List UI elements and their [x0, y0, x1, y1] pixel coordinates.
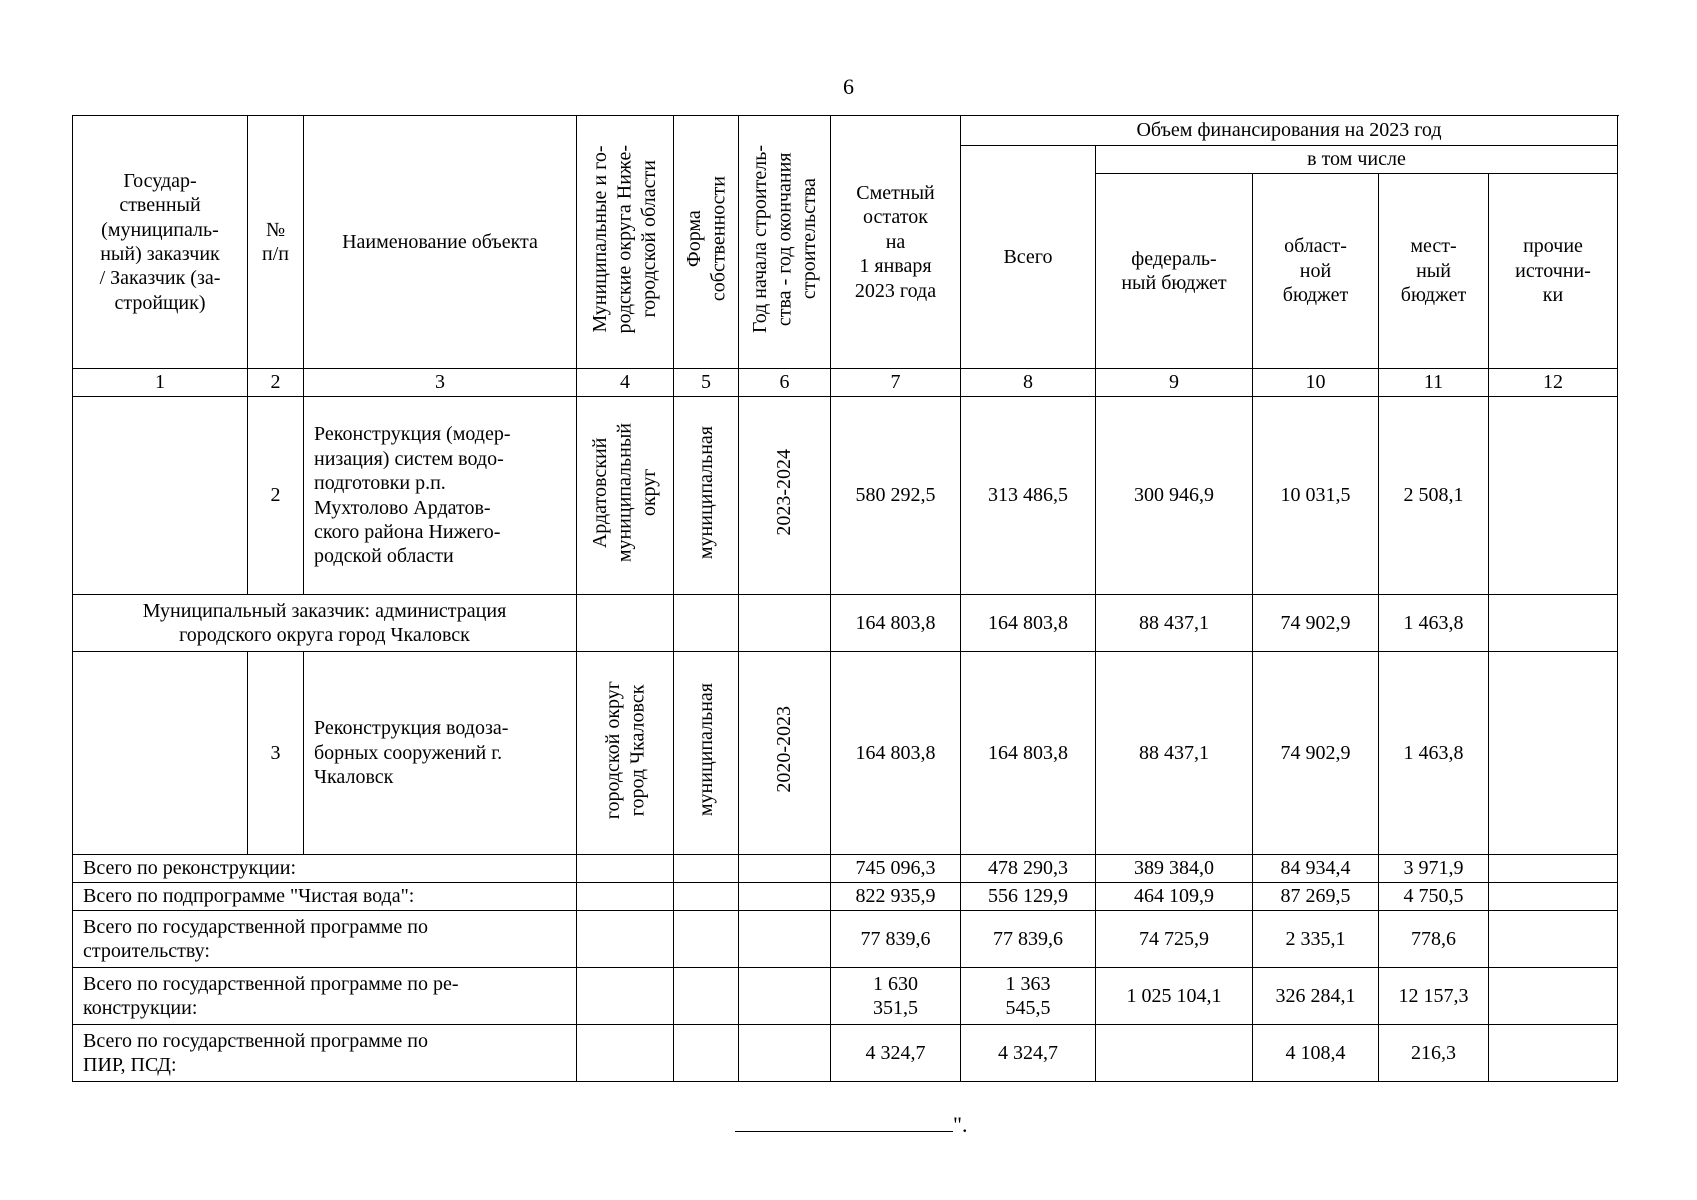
other-value — [1489, 595, 1618, 652]
municipal-name: городской округ город Чкаловск — [577, 652, 674, 855]
column-number: 2 — [248, 369, 304, 397]
regional-value: 10 031,5 — [1253, 397, 1379, 595]
other-value — [1489, 855, 1618, 883]
local-value: 1 463,8 — [1379, 595, 1489, 652]
regional-value: 74 902,9 — [1253, 595, 1379, 652]
header-years: Год начала строитель- ства - год окончания строительства — [739, 116, 831, 369]
federal-value: 464 109,9 — [1096, 883, 1253, 911]
federal-value — [1096, 1025, 1253, 1082]
federal-value: 88 437,1 — [1096, 652, 1253, 855]
total-value: 164 803,8 — [961, 652, 1096, 855]
financing-table — [72, 115, 1618, 1082]
header-other: прочие источни- ки — [1489, 174, 1618, 369]
empty-cell — [674, 883, 739, 911]
empty-cell — [674, 1025, 739, 1082]
total-value: 478 290,3 — [961, 855, 1096, 883]
header-customer: Государ- ственный (муниципаль- ный) заказчик / Заказчик (за- стройщик) — [73, 116, 248, 369]
column-number: 8 — [961, 369, 1096, 397]
header-regional: област- ной бюджет — [1253, 174, 1379, 369]
totals-label: Всего по подпрограмме "Чистая вода": — [73, 883, 577, 911]
empty-cell — [674, 595, 739, 652]
other-value — [1489, 397, 1618, 595]
table-row — [73, 397, 1618, 595]
column-number: 10 — [1253, 369, 1379, 397]
total-value: 313 486,5 — [961, 397, 1096, 595]
empty-cell — [674, 968, 739, 1025]
regional-value: 87 269,5 — [1253, 883, 1379, 911]
total-value: 164 803,8 — [961, 595, 1096, 652]
column-number: 9 — [1096, 369, 1253, 397]
empty-cell — [577, 595, 674, 652]
federal-value: 389 384,0 — [1096, 855, 1253, 883]
empty-cell — [739, 855, 831, 883]
customer-label: Муниципальный заказчик: администрация городского округа город Чкаловск — [73, 595, 577, 652]
totals-row — [73, 911, 1618, 968]
balance-value: 822 935,9 — [831, 883, 961, 911]
totals-row — [73, 855, 1618, 883]
totals-label: Всего по государственной программе по строительству: — [73, 911, 577, 968]
federal-value: 1 025 104,1 — [1096, 968, 1253, 1025]
header-municipal: Муниципальные и го- родские округа Ниже- городской области — [577, 116, 674, 369]
header-balance: Сметный остаток на 1 января 2023 года — [831, 116, 961, 369]
column-number: 5 — [674, 369, 739, 397]
header-including: в том числе — [1096, 146, 1618, 174]
object-name: Реконструкция (модер- низация) систем водо- подготовки р.п. Мухтолово Ардатов- ского района Нижего- родской области — [304, 397, 577, 595]
municipal-name: Ардатовский муниципальный округ — [577, 397, 674, 595]
page-number: 6 — [843, 74, 854, 99]
other-value — [1489, 652, 1618, 855]
customer-row — [73, 595, 1618, 652]
empty-cell — [577, 1025, 674, 1082]
empty-cell — [577, 911, 674, 968]
empty-cell — [739, 911, 831, 968]
other-value — [1489, 968, 1618, 1025]
empty-cell — [577, 855, 674, 883]
header-object-name: Наименование объекта — [304, 116, 577, 369]
column-number: 3 — [304, 369, 577, 397]
regional-value: 326 284,1 — [1253, 968, 1379, 1025]
total-value: 4 324,7 — [961, 1025, 1096, 1082]
column-number: 1 — [73, 369, 248, 397]
balance-value: 4 324,7 — [831, 1025, 961, 1082]
empty-cell — [674, 855, 739, 883]
balance-value: 745 096,3 — [831, 855, 961, 883]
column-number: 11 — [1379, 369, 1489, 397]
local-value: 778,6 — [1379, 911, 1489, 968]
empty-cell — [739, 1025, 831, 1082]
totals-row — [73, 1025, 1618, 1082]
header-financing: Объем финансирования на 2023 год — [961, 116, 1618, 146]
ownership-form: муниципальная — [674, 397, 739, 595]
totals-label: Всего по реконструкции: — [73, 855, 577, 883]
balance-value: 1 630 351,5 — [831, 968, 961, 1025]
regional-value: 4 108,4 — [1253, 1025, 1379, 1082]
local-value: 2 508,1 — [1379, 397, 1489, 595]
balance-value: 77 839,6 — [831, 911, 961, 968]
column-number: 4 — [577, 369, 674, 397]
customer-cell — [73, 397, 248, 595]
header-total: Всего — [961, 146, 1096, 369]
regional-value: 84 934,4 — [1253, 855, 1379, 883]
construction-years: 2023-2024 — [739, 397, 831, 595]
column-number: 12 — [1489, 369, 1618, 397]
ownership-form: муниципальная — [674, 652, 739, 855]
balance-value: 164 803,8 — [831, 595, 961, 652]
totals-row — [73, 968, 1618, 1025]
header-ownership: Форма собственности — [674, 116, 739, 369]
totals-row — [73, 883, 1618, 911]
empty-cell — [577, 883, 674, 911]
empty-cell — [739, 595, 831, 652]
empty-cell — [739, 968, 831, 1025]
local-value: 4 750,5 — [1379, 883, 1489, 911]
closing-line — [735, 1112, 967, 1138]
header-federal: федераль- ный бюджет — [1096, 174, 1253, 369]
header-number: № п/п — [248, 116, 304, 369]
empty-cell — [674, 911, 739, 968]
other-value — [1489, 911, 1618, 968]
column-number: 6 — [739, 369, 831, 397]
total-value: 77 839,6 — [961, 911, 1096, 968]
table-row — [73, 652, 1618, 855]
customer-cell — [73, 652, 248, 855]
federal-value: 88 437,1 — [1096, 595, 1253, 652]
closing-quote: ". — [953, 1112, 968, 1137]
row-number: 2 — [248, 397, 304, 595]
empty-cell — [739, 883, 831, 911]
object-name: Реконструкция водоза- борных сооружений г. Чкаловск — [304, 652, 577, 855]
total-value: 1 363 545,5 — [961, 968, 1096, 1025]
totals-label: Всего по государственной программе по ПИР, ПСД: — [73, 1025, 577, 1082]
row-number: 3 — [248, 652, 304, 855]
other-value — [1489, 1025, 1618, 1082]
total-value: 556 129,9 — [961, 883, 1096, 911]
federal-value: 300 946,9 — [1096, 397, 1253, 595]
regional-value: 74 902,9 — [1253, 652, 1379, 855]
local-value: 1 463,8 — [1379, 652, 1489, 855]
column-numbers-row — [73, 369, 1618, 397]
construction-years: 2020-2023 — [739, 652, 831, 855]
balance-value: 164 803,8 — [831, 652, 961, 855]
federal-value: 74 725,9 — [1096, 911, 1253, 968]
local-value: 3 971,9 — [1379, 855, 1489, 883]
local-value: 216,3 — [1379, 1025, 1489, 1082]
header-local: мест- ный бюджет — [1379, 174, 1489, 369]
signature-underline — [735, 1117, 953, 1132]
other-value — [1489, 883, 1618, 911]
empty-cell — [577, 968, 674, 1025]
local-value: 12 157,3 — [1379, 968, 1489, 1025]
balance-value: 580 292,5 — [831, 397, 961, 595]
regional-value: 2 335,1 — [1253, 911, 1379, 968]
column-number: 7 — [831, 369, 961, 397]
totals-label: Всего по государственной программе по ре- конструкции: — [73, 968, 577, 1025]
